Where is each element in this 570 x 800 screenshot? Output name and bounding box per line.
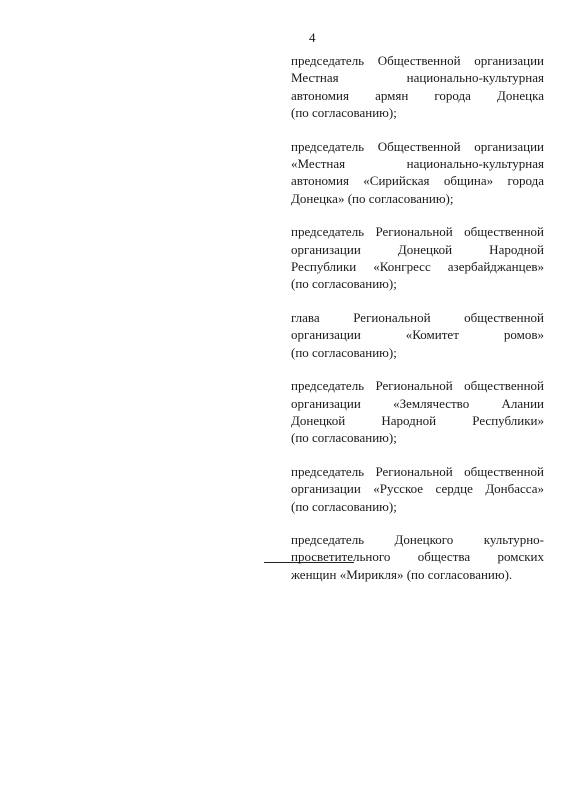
page-number: 4 <box>309 30 316 45</box>
list-item <box>291 377 544 447</box>
member-list <box>291 52 544 599</box>
entry-line: Донецка» (по согласованию); <box>291 190 454 206</box>
entry-line: организации «Землячество Алании <box>291 395 544 411</box>
list-item <box>291 138 544 208</box>
entry-line: автономия «Сирийская община» города <box>291 173 544 189</box>
entry-line: Местная национально-культурная <box>291 70 544 86</box>
list-item <box>291 531 544 583</box>
end-divider <box>264 562 354 563</box>
entry-line: глава Региональной общественной <box>291 309 544 325</box>
entry-line: председатель Региональной общественной <box>291 378 544 394</box>
entry-line: председатель Общественной организации <box>291 53 544 68</box>
entry-line: (по согласованию); <box>291 498 397 514</box>
entry-line: Республики «Конгресс азербайджанцев» <box>291 259 544 275</box>
entry-line: председатель Региональной общественной <box>291 463 544 479</box>
entry-line: председатель Региональной общественной <box>291 224 544 240</box>
list-item <box>291 309 544 361</box>
entry-line: (по согласованию); <box>291 344 397 360</box>
entry-line: организации «Комитет ромов» <box>291 327 544 343</box>
list-item <box>291 223 544 293</box>
entry-line: автономия армян города Донецка <box>291 87 544 103</box>
entry-line: «Местная национально-культурная <box>291 156 544 172</box>
entry-line: (по согласованию); <box>291 105 397 121</box>
entry-line: Донецкой Народной Республики» <box>291 412 544 428</box>
entry-line: председатель Общественной организации <box>291 138 544 154</box>
list-item <box>291 463 544 515</box>
entry-line: председатель Донецкого культурно- <box>291 531 544 547</box>
entry-line: просветительного общества ромских <box>291 549 544 565</box>
entry-line: (по согласованию); <box>291 430 397 446</box>
list-item <box>291 52 544 122</box>
entry-line: организации «Русское сердце Донбасса» <box>291 481 544 497</box>
entry-line: (по согласованию); <box>291 276 397 292</box>
entry-line: организации Донецкой Народной <box>291 241 544 257</box>
entry-line: женщин «Мирикля» (по согласованию). <box>291 566 513 582</box>
